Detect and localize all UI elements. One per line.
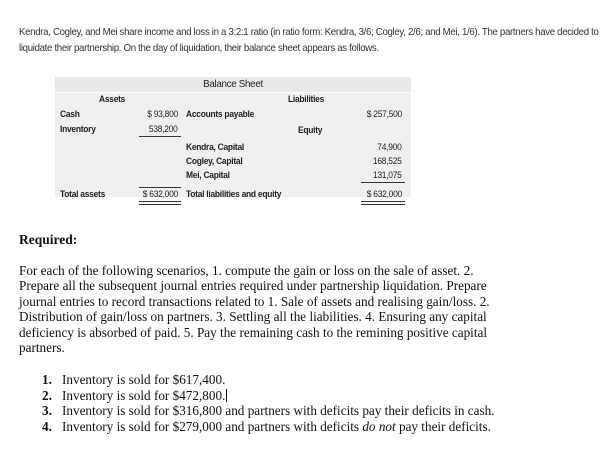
cash-label: Cash: [60, 109, 80, 120]
kendra-capital-label: Kendra, Capital: [186, 142, 244, 153]
scenario-number: 1.: [42, 372, 52, 387]
scenario-list: [42, 372, 607, 434]
total-assets-label: Total assets: [60, 189, 106, 200]
total-le-value: $ 632,000: [366, 189, 402, 200]
kendra-capital-value: 74,900: [377, 142, 402, 153]
mei-capital-label: Mei, Capital: [186, 170, 230, 181]
scenario-number: 3.: [42, 403, 52, 418]
total-le-double-underline: [361, 201, 405, 205]
scenario-text: Inventory is sold for $617,400.: [62, 372, 226, 387]
balance-sheet-table: [55, 77, 411, 209]
liabilities-header: Liabilities: [288, 94, 325, 105]
accounts-payable-value: $ 257,500: [366, 109, 402, 120]
cogley-capital-label: Cogley, Capital: [186, 156, 243, 167]
inventory-value: 538,200: [149, 124, 178, 135]
cogley-capital-value: 168,525: [373, 156, 402, 167]
intro-line-1: Kendra, Cogley, and Mei share income and loss in a 3:2:1 ratio (in ratio form: Kendra, 3/6; Cogley, 2/6; and Mei, 1/6). The partners have decided to: [19, 26, 599, 38]
total-assets-double-underline: [139, 201, 181, 205]
scenario-text-end: pay their deficits.: [395, 418, 491, 434]
total-assets-value: $ 632,000: [142, 189, 178, 200]
scenario-item: [42, 419, 607, 435]
scenario-text: Inventory is sold for $472,800.: [62, 387, 226, 403]
paragraph-line: Distribution of gain/loss on partners. 3. Settling all the liabilities. 4. Ensuring any capital: [19, 309, 487, 325]
scenario-item: [42, 403, 607, 419]
scenario-number: 2.: [42, 387, 52, 403]
scenario-text: Inventory is sold for $316,800 and partners with deficits pay their deficits in cash.: [62, 403, 495, 418]
intro-line-2: liquidate their partnership. On the day of liquidation, their balance sheet appears as follows.: [19, 42, 379, 54]
problem-intro: [19, 24, 599, 56]
inventory-underline: [139, 136, 181, 137]
paragraph-line: partners.: [19, 340, 65, 356]
mei-capital-value: 131,075: [373, 170, 402, 181]
scenario-item: [42, 388, 607, 404]
paragraph-line: journal entries to record transactions related to 1. Sale of assets and realising gain/loss. 2.: [19, 293, 490, 309]
required-paragraph: [19, 263, 604, 355]
cash-value: $ 93,800: [147, 109, 178, 120]
text-cursor: [226, 389, 227, 402]
total-assets-topline: [139, 187, 181, 188]
accounts-payable-label: Accounts payable: [186, 109, 255, 120]
required-heading: Required:: [19, 232, 78, 247]
equity-header: Equity: [298, 125, 323, 136]
mei-underline: [361, 182, 405, 183]
scenario-text-start: Inventory is sold for $279,000 and partners with deficits: [62, 418, 363, 434]
scenario-text-emphasis: do not: [362, 418, 396, 434]
inventory-label: Inventory: [60, 124, 96, 135]
scenario-number: 4.: [42, 418, 52, 434]
balance-sheet-title: Balance Sheet: [55, 77, 411, 92]
assets-header: Assets: [99, 94, 126, 105]
paragraph-line: Prepare all the subsequent journal entries required under partnership liquidation. Prepare: [19, 278, 487, 294]
paragraph-line: deficiency is absorbed of paid. 5. Pay the remaining cash to the remining positive capital: [19, 324, 488, 340]
total-le-label: Total liabilities and equity: [186, 189, 282, 200]
scenario-item: [42, 372, 607, 388]
paragraph-line: For each of the following scenarios, 1. compute the gain or loss on the sale of asset. 2.: [19, 263, 474, 278]
